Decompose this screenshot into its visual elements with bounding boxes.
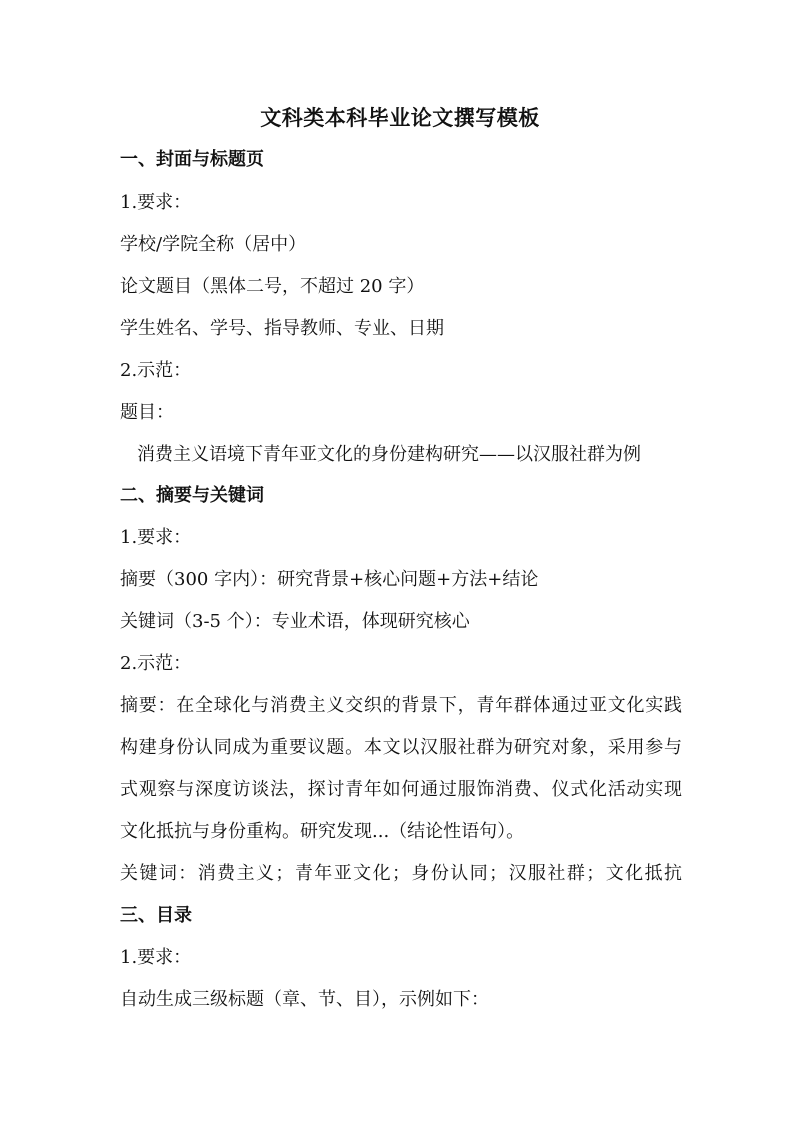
requirement-item: 自动生成三级标题（章、节、目），示例如下： [120, 989, 489, 1010]
example-label: 2.示范： [120, 360, 192, 381]
document-title: 文科类本科毕业论文撰写模板 [260, 106, 540, 130]
abstract-line: 式观察与深度访谈法，探讨青年如何通过服饰消费、仪式化活动实现 [120, 779, 682, 800]
section-heading-abstract: 二、摘要与关键词 [120, 485, 264, 506]
requirement-item: 学生姓名、学号、指导教师、专业、日期 [120, 318, 444, 339]
abstract-line: 构建身份认同成为重要议题。本文以汉服社群为研究对象，采用参与 [120, 737, 682, 758]
requirement-label: 1.要求： [120, 192, 192, 213]
requirement-item: 论文题目（黑体二号，不超过 20 字） [120, 276, 425, 297]
section-heading-cover: 一、封面与标题页 [120, 149, 264, 170]
requirement-item: 关键词（3-5 个）：专业术语，体现研究核心 [120, 611, 470, 632]
section-heading-toc: 三、目录 [120, 905, 192, 926]
example-label: 2.示范： [120, 653, 192, 674]
abstract-line: 文化抵抗与身份重构。研究发现...（结论性语句）。 [120, 821, 525, 842]
requirement-label: 1.要求： [120, 527, 192, 548]
requirement-item: 学校/学院全称（居中） [120, 234, 307, 255]
example-title-label: 题目： [120, 402, 174, 423]
keywords-line: 关键词：消费主义；青年亚文化；身份认同；汉服社群；文化抵抗 [120, 863, 682, 884]
requirement-item: 摘要（300 字内）：研究背景+核心问题+方法+结论 [120, 569, 539, 590]
abstract-line: 摘要：在全球化与消费主义交织的背景下，青年群体通过亚文化实践 [120, 695, 682, 716]
requirement-label: 1.要求： [120, 947, 192, 968]
example-title: 消费主义语境下青年亚文化的身份建构研究——以汉服社群为例 [137, 444, 641, 465]
